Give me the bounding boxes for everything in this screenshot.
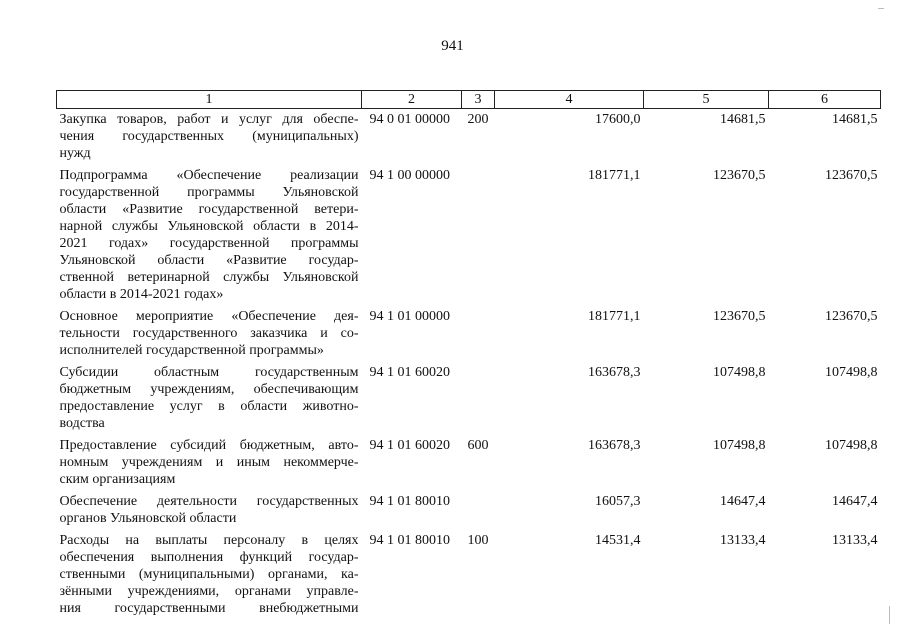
row-name-line: зёнными учреждениями, органами управле-	[59, 584, 359, 599]
row-value-col5: 107498,8	[713, 365, 766, 380]
row-name-line: государственной программы Ульяновской	[59, 185, 359, 200]
header-col-6: 6	[769, 91, 881, 109]
table-row	[57, 491, 881, 530]
row-code: 94 1 01 60020	[369, 365, 450, 380]
row-name-line: чения государственных (муниципальных)	[59, 129, 359, 144]
header-col-3: 3	[462, 91, 495, 109]
row-value-col6: 13133,4	[832, 533, 878, 548]
row-value-col5: 123670,5	[713, 309, 766, 324]
row-name-line: Основное мероприятие «Обеспечение дея-	[59, 309, 359, 324]
row-name-line: тельности государственного заказчика и со-	[59, 326, 359, 341]
header-col-1: 1	[57, 91, 362, 109]
row-value-col4: 14531,4	[595, 533, 641, 548]
row-value-col5: 123670,5	[713, 168, 766, 183]
row-name-line: Подпрограмма «Обеспечение реализации	[59, 168, 359, 183]
row-value-col5: 14647,4	[720, 494, 766, 509]
table-row	[57, 435, 881, 491]
row-type	[462, 165, 495, 306]
row-name-line: бюджетным учреждениям, обеспечивающим	[59, 382, 359, 397]
row-name-line: водства	[59, 416, 105, 431]
row-value-col6: 107498,8	[825, 365, 878, 380]
scan-mark-bottom-right	[889, 606, 890, 624]
row-value-col4: 17600,0	[595, 112, 641, 127]
row-code: 94 1 01 60020	[369, 438, 450, 453]
table-body	[57, 109, 881, 621]
row-name-line: ственными (муниципальными) органами, ка-	[59, 567, 359, 582]
row-value-col6: 14681,5	[832, 112, 878, 127]
row-code: 94 1 01 00000	[369, 309, 450, 324]
row-name-line: нужд	[59, 146, 91, 161]
row-name-line: предоставление услуг в области животно-	[59, 399, 359, 414]
row-type: 600	[467, 438, 489, 453]
table-row	[57, 306, 881, 362]
table-header-row	[57, 91, 881, 109]
row-code: 94 1 00 00000	[369, 168, 450, 183]
header-col-5: 5	[644, 91, 769, 109]
row-name-line: Субсидии областным государственным	[59, 365, 359, 380]
row-name-line: Ульяновской области «Развитие государ-	[59, 253, 359, 268]
row-value-col6: 123670,5	[825, 168, 878, 183]
row-name-line: области в 2014-2021 годах»	[59, 287, 224, 302]
row-type: 200	[467, 112, 489, 127]
page-number: 941	[441, 38, 464, 54]
row-name-line: 2021 годах» государственной программы	[59, 236, 359, 251]
row-code: 94 1 01 80010	[369, 494, 450, 509]
row-value-col4: 181771,1	[588, 309, 641, 324]
row-name-line: области «Развитие государственной ветери-	[59, 202, 359, 217]
row-name	[57, 435, 362, 491]
row-name-line: Обеспечение деятельности государственных	[59, 494, 359, 509]
row-name	[57, 530, 362, 620]
row-value-col4: 181771,1	[588, 168, 641, 183]
table-row	[57, 165, 881, 306]
header-col-4: 4	[495, 91, 644, 109]
row-name	[57, 306, 362, 362]
row-value-col5: 107498,8	[713, 438, 766, 453]
scan-mark-top-right	[878, 8, 884, 9]
row-name-line: органов Ульяновской области	[59, 511, 237, 526]
row-type: 100	[467, 533, 489, 548]
row-name-line: номным учреждениям и иным некоммерче-	[59, 455, 359, 470]
row-name-line: исполнителей государственной программы»	[59, 343, 324, 358]
row-name-line: ния государственными внебюджетными	[59, 601, 359, 616]
row-name-line: нарной службы Ульяновской области в 2014-	[59, 219, 359, 234]
row-code: 94 0 01 00000	[369, 112, 450, 127]
row-name	[57, 165, 362, 306]
row-value-col4: 163678,3	[588, 365, 641, 380]
row-name-line: ским организациям	[59, 472, 176, 487]
row-value-col6: 107498,8	[825, 438, 878, 453]
table-row	[57, 362, 881, 435]
row-name-line: Предоставление субсидий бюджетным, авто-	[59, 438, 359, 453]
row-value-col4: 16057,3	[595, 494, 641, 509]
row-name-line: обеспечения выполнения функций государ-	[59, 550, 359, 565]
row-name	[57, 362, 362, 435]
table-row	[57, 109, 881, 166]
row-value-col6: 14647,4	[832, 494, 878, 509]
budget-table	[56, 90, 881, 620]
table-row	[57, 530, 881, 620]
header-col-2: 2	[362, 91, 462, 109]
row-name	[57, 491, 362, 530]
row-code: 94 1 01 80010	[369, 533, 450, 548]
row-value-col5: 14681,5	[720, 112, 766, 127]
row-name-line: Расходы на выплаты персоналу в целях	[59, 533, 359, 548]
row-name-line: Закупка товаров, работ и услуг для обеспе-	[59, 112, 359, 127]
row-value-col5: 13133,4	[720, 533, 766, 548]
row-name-line: ственной ветеринарной службы Ульяновской	[59, 270, 359, 285]
row-name	[57, 109, 362, 166]
row-value-col4: 163678,3	[588, 438, 641, 453]
row-value-col6: 123670,5	[825, 309, 878, 324]
row-type	[462, 362, 495, 435]
row-type	[462, 306, 495, 362]
row-type	[462, 491, 495, 530]
